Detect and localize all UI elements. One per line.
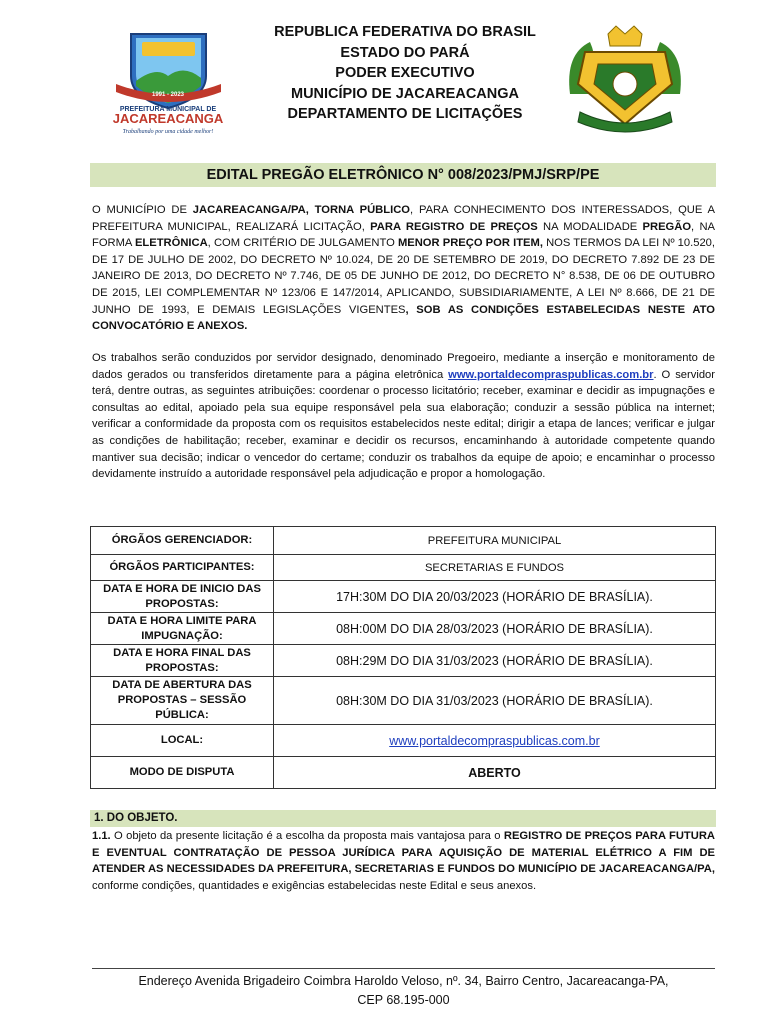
row-label: DATA E HORA DE INICIO DAS PROPOSTAS:	[91, 581, 274, 613]
p1-bold-4: ELETRÔNICA	[134, 237, 208, 250]
header-line-department: DEPARTAMENTO DE LICITAÇÕES	[287, 106, 523, 122]
header-line-republic: REPUBLICA FEDERATIVA DO BRASIL	[274, 24, 536, 40]
row-value: 08H:29M DO DIA 31/03/2023 (HORÁRIO DE BRASÍLIA).	[274, 645, 716, 677]
row-value: 17H:30M DO DIA 20/03/2023 (HORÁRIO DE BRASÍLIA).	[274, 581, 716, 613]
s1-text-1: O objeto da presente licitação é a escolha da proposta mais vantajosa para o	[110, 830, 504, 842]
row-value: 08H:30M DO DIA 31/03/2023 (HORÁRIO DE BRASÍLIA).	[274, 677, 716, 725]
p1-bold-6: , SOB AS CONDIÇÕES ESTABELECIDAS NESTE ATO CONVOCATÓRIO E ANEXOS.	[92, 303, 715, 333]
row-value: ABERTO	[274, 757, 716, 789]
footer-line-2: CEP 68.195-000	[357, 993, 450, 1007]
procedure-paragraph	[92, 350, 715, 483]
footer-address	[92, 972, 715, 1010]
p1-bold-3: PREGÃO	[642, 220, 692, 233]
p1-text-6: NOS TERMOS DA LEI Nº 10.520, DE 17 DE JULHO DE 2002, DO DECRETO Nº 10.024, DE 20 DE SETEMBRO DE 2019, DO DECRETO 7.892 DE 23 DE JANEIRO DE 2013, DO DECRETO Nº 7.746, DE 05 DE JUNHO DE 2012, DO DECRETO N° 8.538, DE 06 DE OUTUBRO DE 2015, LEI COMPLEMENTAR Nº 123/06 E 147/2014, APLICANDO, SUBSIDIARIAMENTE, A LEI Nº 8.666, DE 21 DE JUNHO DE 1993, E DEMAIS LEGISLAÇÕES VIGENTES	[92, 237, 716, 316]
row-value: PREFEITURA MUNICIPAL	[274, 527, 716, 555]
s1-text-2: conforme condições, quantidades e exigências estabelecidas neste Edital e seus anexos.	[92, 879, 537, 892]
p1-text-1: O MUNICÍPIO DE	[92, 204, 193, 216]
p1-bold-5: MENOR PREÇO POR ITEM,	[397, 237, 543, 250]
table-row	[91, 645, 716, 677]
header-line-municipality: MUNICÍPIO DE JACAREACANGA	[291, 85, 519, 102]
p2-text-1: Os trabalhos serão conduzidos por servidor designado, denominado Pregoeiro, mediante a inserção e monitoramento de dados gerados ou transferidos diretamente para a página eletrônica	[92, 352, 715, 381]
section-heading-text: 1. DO OBJETO.	[94, 812, 178, 824]
footer-divider	[92, 968, 715, 969]
info-table	[90, 526, 716, 789]
header-line-executive: PODER EXECUTIVO	[335, 65, 475, 81]
header-line-state: ESTADO DO PARÁ	[340, 44, 470, 61]
clause-number: 1.1.	[92, 830, 111, 842]
row-label: MODO DE DISPUTA	[91, 757, 274, 789]
logo-year-banner: 1991 - 2023	[151, 92, 185, 98]
section-heading	[90, 810, 716, 827]
table-row	[91, 757, 716, 789]
p1-text-3: NA MODALIDADE	[537, 220, 643, 233]
row-label: DATA E HORA LIMITE PARA IMPUGNAÇÃO:	[91, 613, 274, 645]
row-label: ÓRGÃOS PARTICIPANTES:	[91, 555, 274, 581]
p2-text-2: . O servidor terá, dentre outras, as seguintes atribuições: coordenar o processo licitatório; receber, examinar e decidir as impugnações e consultas ao edital, apoiado pela sua equipe responsável pela sua elaboração; conduzir a sessão pública na internet; verificar a conformidade da proposta com os requisitos estabelecidos neste edital; dirigir a etapa de lances; verificar e julgar as condições de habilitação; receber, examinar e decidir os recursos, encaminhando à autoridade competente quando mantiver sua decisão; indicar o vencedor do certame; conduzir os trabalhos da equipe de apoio; e encaminhar o processo devidamente instruído a autoridade responsável pela adjudicação e propor a homologação.	[92, 368, 715, 481]
edital-title: EDITAL PREGÃO ELETRÔNICO N° 008/2023/PMJ/SRP/PE	[90, 163, 716, 187]
table-row	[91, 677, 716, 725]
footer-line-1: Endereço Avenida Brigadeiro Coimbra Haroldo Veloso, nº. 34, Bairro Centro, Jacareacanga-PA,	[138, 974, 669, 988]
row-label: LOCAL:	[91, 725, 274, 757]
local-link[interactable]: www.portaldecompraspublicas.com.br	[389, 733, 600, 748]
s1-bold-1: REGISTRO DE PREÇOS PARA FUTURA E EVENTUAL CONTRATAÇÃO DE PESSOA JURÍDICA PARA AQUISIÇÃO DE MATERIAL ELÉTRICO A FIM DE ATENDER AS NECESSIDADES DA PREFEITURA, SECRETARIAS E FUNDOS DO MUNICÍPIO DE JACAREACANGA/PA,	[92, 830, 715, 876]
p1-bold-2: PARA REGISTRO DE PREÇOS	[370, 220, 538, 233]
intro-paragraph	[92, 202, 715, 335]
logo-name-top: PREFEITURA MUNICIPAL DE	[119, 106, 217, 113]
table-row	[91, 555, 716, 581]
p1-text-2: , PARA CONHECIMENTO DOS INTERESSADOS, QUE A PREFEITURA MUNICIPAL, REALIZARÁ LICITAÇÃO,	[92, 204, 715, 233]
row-value	[274, 725, 716, 757]
p1-text-5: , COM CRITÉRIO DE JULGAMENTO	[207, 237, 398, 250]
row-label: ÓRGÃOS GERENCIADOR:	[91, 527, 274, 555]
table-row	[91, 581, 716, 613]
row-label: DATA E HORA FINAL DAS PROPOSTAS:	[91, 645, 274, 677]
portal-link[interactable]: www.portaldecompraspublicas.com.br	[448, 368, 654, 381]
logo-slogan: Trabalhando por uma cidade melhor!	[122, 129, 214, 135]
table-row	[91, 527, 716, 555]
p1-text-4: , NA FORMA	[92, 220, 715, 250]
p1-bold-1: JACAREACANGA/PA, TORNA PÚBLICO	[192, 204, 410, 216]
object-paragraph	[92, 828, 715, 894]
logo-name-main: JACAREACANGA	[112, 111, 224, 126]
document-header	[240, 22, 570, 125]
prefeitura-logo	[96, 26, 241, 136]
row-value: 08H:00M DO DIA 28/03/2023 (HORÁRIO DE BRASÍLIA).	[274, 613, 716, 645]
table-row	[91, 613, 716, 645]
table-row	[91, 725, 716, 757]
row-label: DATA DE ABERTURA DAS PROPOSTAS – SESSÃO PÚBLICA:	[91, 677, 274, 725]
municipal-coat-of-arms-icon	[560, 24, 690, 139]
row-value: SECRETARIAS E FUNDOS	[274, 555, 716, 581]
